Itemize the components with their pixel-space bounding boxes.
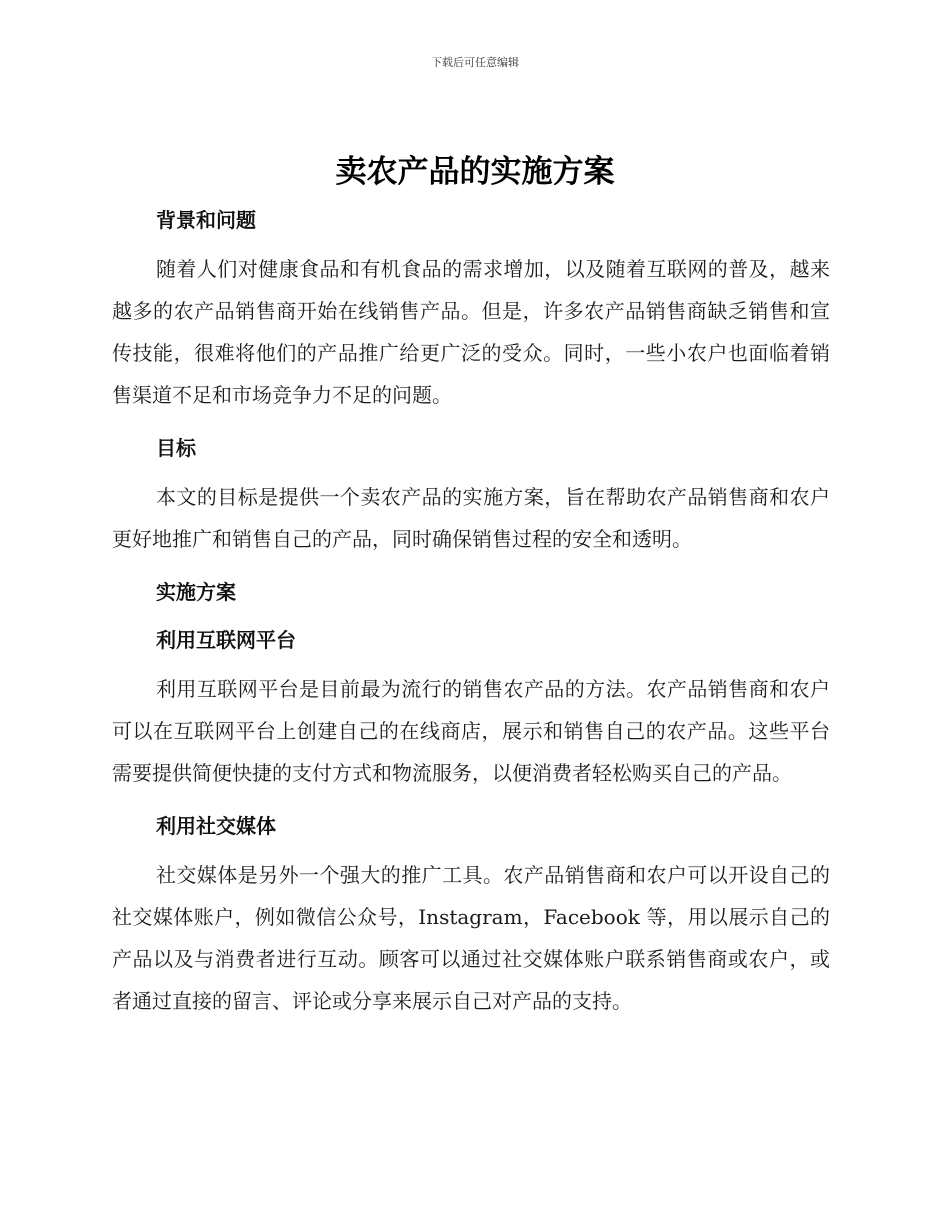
header-note: 下载后可任意编辑 [431,56,519,69]
heading-plan: 实施方案 [156,580,236,604]
paragraph-background: 随着人们对健康食品和有机食品的需求增加，以及随着互联网的普及，越来越多的农产品销售商开始在线销售产品。但是，许多农产品销售商缺乏销售和宣传技能，很难将他们的产品推广给更广泛的受众。同时，一些小农户也面临着销售渠道不足和市场竞争力不足的问题。 [112,257,830,407]
paragraph-social-media: 社交媒体是另外一个强大的推广工具。农产品销售商和农户可以开设自己的社交媒体账户，例如微信公众号，Instagram，Facebook 等，用以展示自己的产品以及与消费者进行互动。顾客可以通过社交媒体账户联系销售商或农户，或者通过直接的留言、评论或分享来展示自己对产品的支持。 [112,863,830,1013]
paragraph-internet-platform: 利用互联网平台是目前最为流行的销售农产品的方法。农产品销售商和农户可以在互联网平台上创建自己的在线商店，展示和销售自己的农产品。这些平台需要提供简便快捷的支付方式和物流服务，以便消费者轻松购买自己的产品。 [112,677,830,785]
heading-internet-platform: 利用互联网平台 [156,628,296,652]
heading-background: 背景和问题 [156,208,256,232]
document-title: 卖农产品的实施方案 [335,154,615,190]
heading-goal: 目标 [156,436,196,460]
document-body [112,200,830,1022]
heading-social-media: 利用社交媒体 [156,814,276,838]
paragraph-goal: 本文的目标是提供一个卖农产品的实施方案，旨在帮助农产品销售商和农户更好地推广和销售自己的产品，同时确保销售过程的安全和透明。 [112,485,830,551]
